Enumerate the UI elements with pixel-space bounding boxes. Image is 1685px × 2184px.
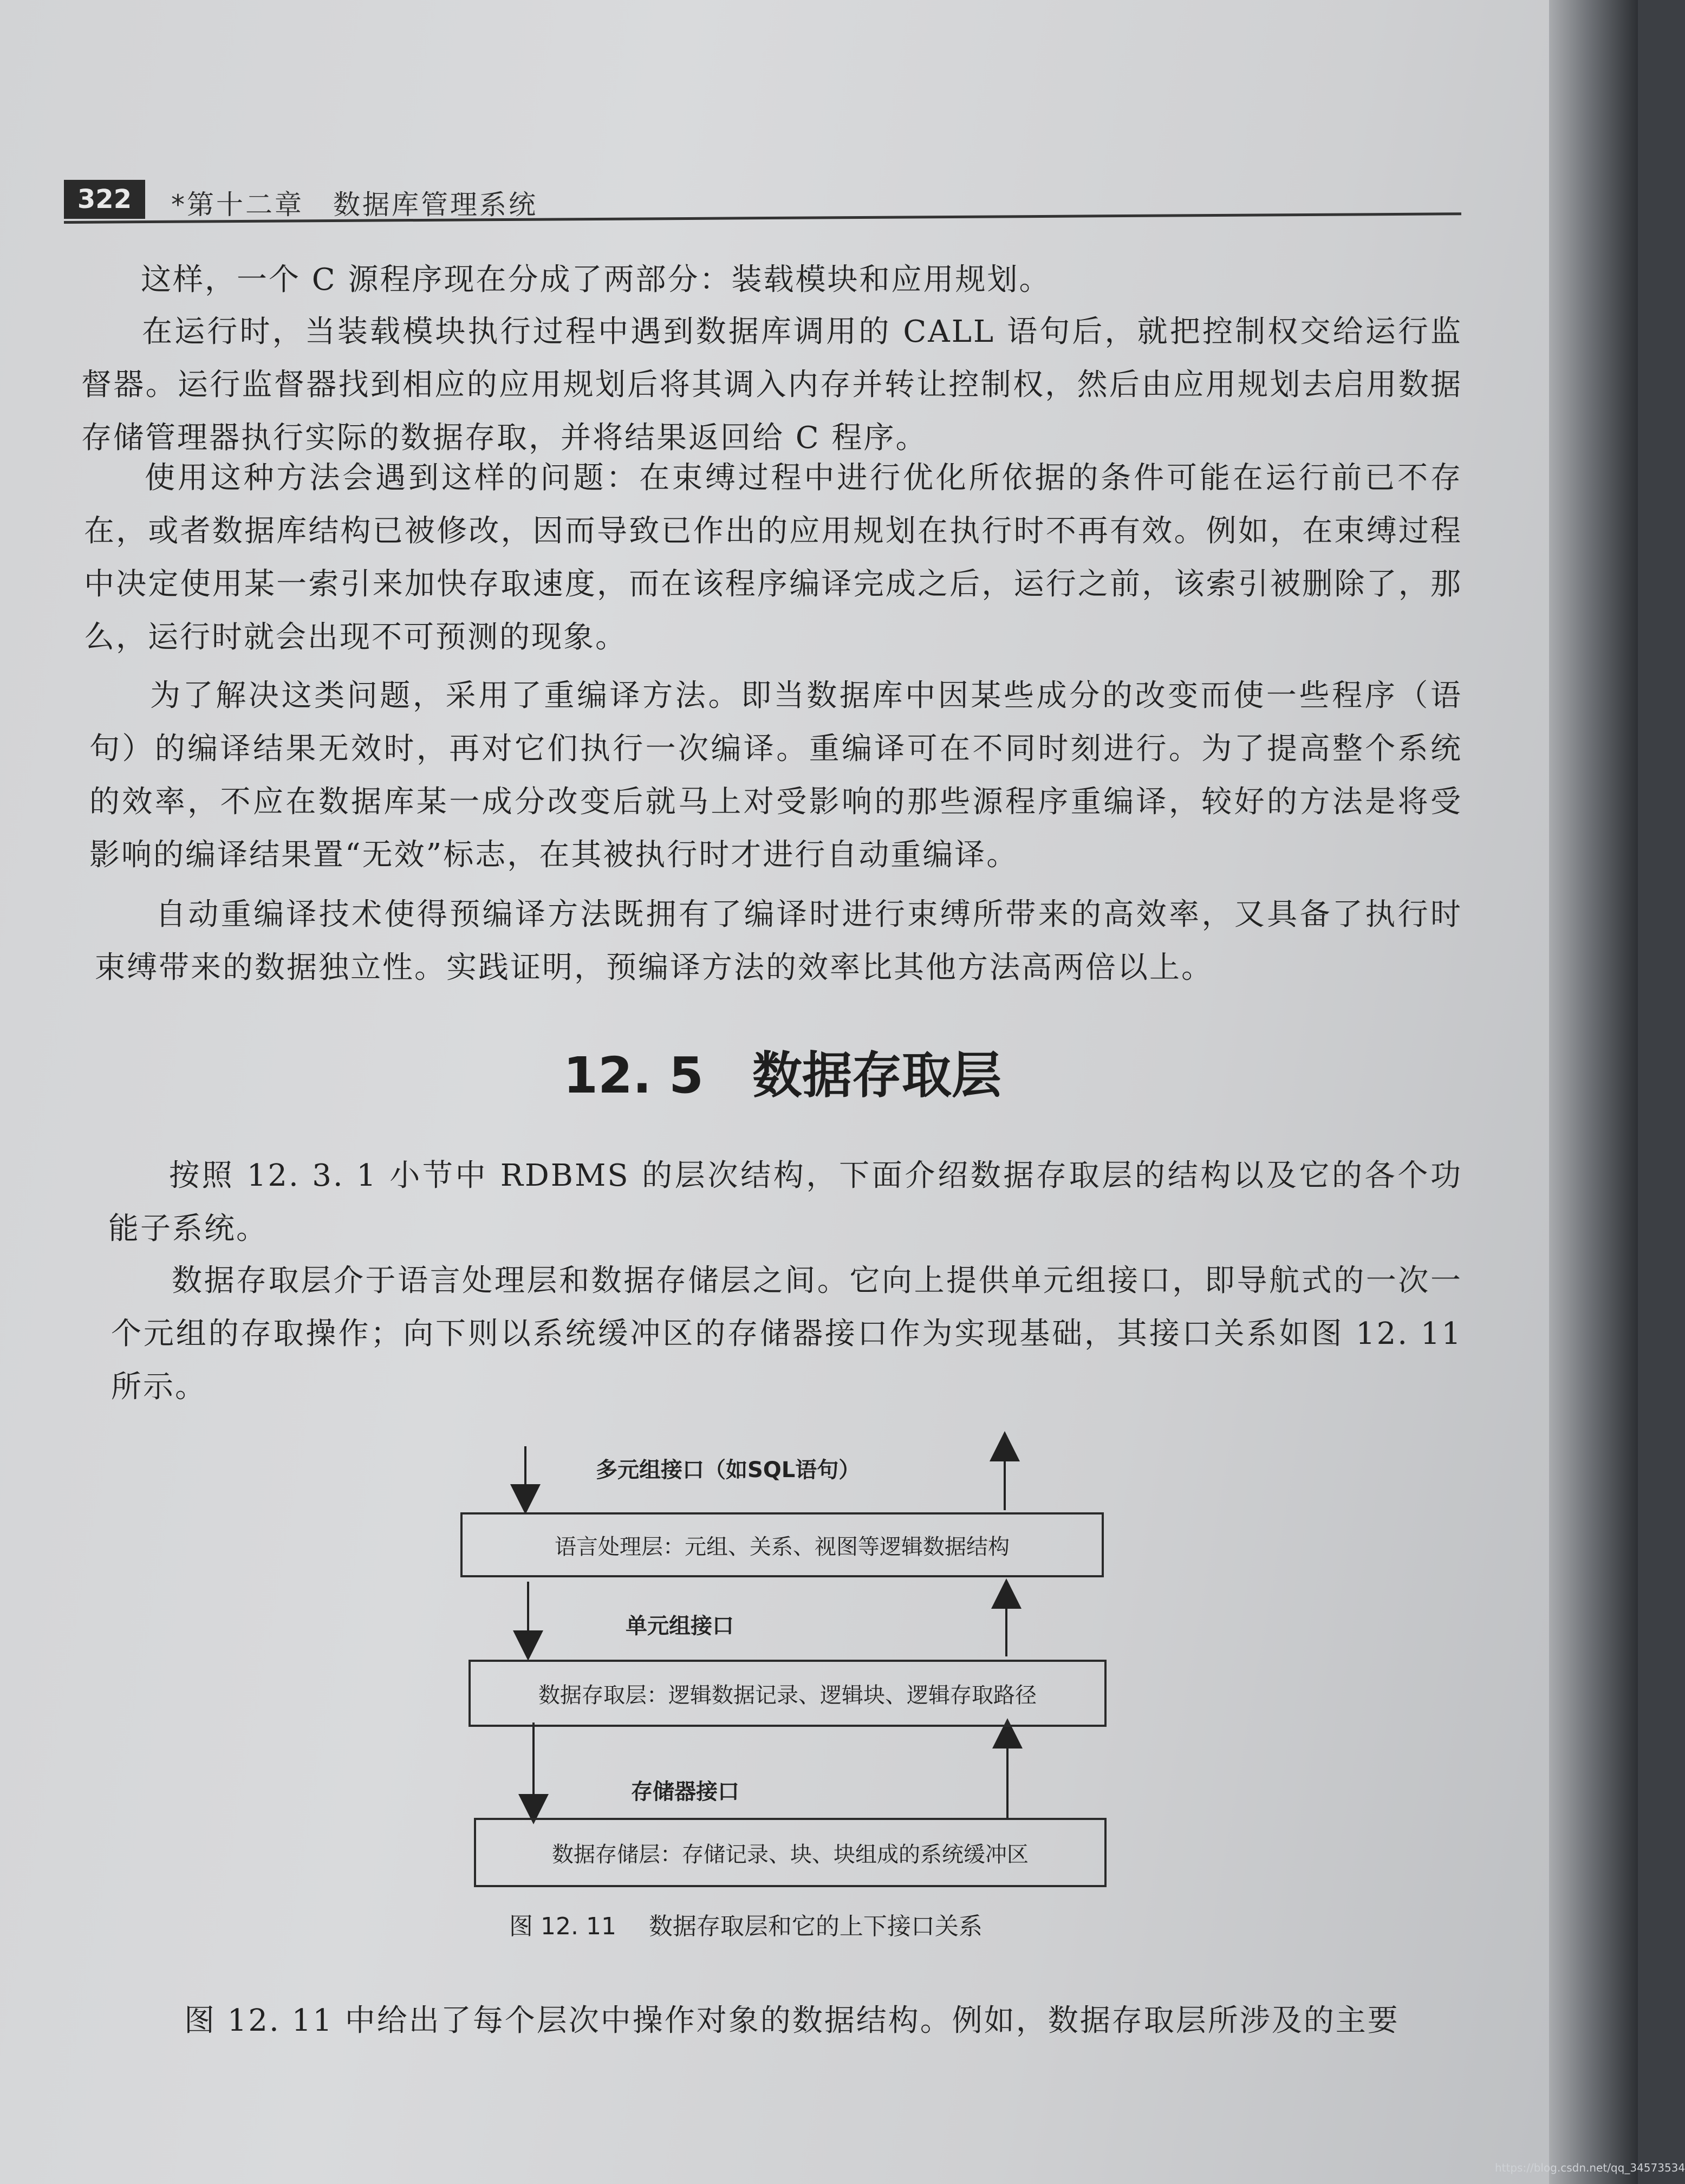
paragraph-1: 这样，一个 C 源程序现在分成了两部分：装载模块和应用规划。 <box>141 262 1051 297</box>
page-header <box>64 180 1461 223</box>
section-number: 12. 5 <box>563 1046 704 1104</box>
paragraph-6: 按照 12. 3. 1 小节中 RDBMS 的层次结构，下面介绍数据存取层的结构以及它的各个功能子系统。 <box>108 1158 1462 1246</box>
figure-caption-text: 数据存取层和它的上下接口关系 <box>648 1913 983 1940</box>
layer-data-storage: 数据存储层：存储记录、块、块组成的系统缓冲区 <box>474 1818 1107 1887</box>
chapter-title: *第十二章 数据库管理系统 <box>171 189 538 220</box>
paragraph-5: 自动重编译技术使得预编译方法既拥有了编译时进行束缚所带来的高效率，又具备了执行时束缚带来的数据独立性。实践证明，预编译方法的效率比其他方法高两倍以上。 <box>95 897 1462 985</box>
layer-data-access: 数据存取层：逻辑数据记录、逻辑块、逻辑存取路径 <box>469 1660 1107 1727</box>
figure-caption <box>509 1907 983 1941</box>
interface-label-storage: 存储器接口 <box>631 1779 739 1804</box>
paragraph-8: 图 12. 11 中给出了每个层次中操作对象的数据结构。例如，数据存取层所涉及的主要 <box>184 2003 1400 2038</box>
paragraph-2: 在运行时，当装载模块执行过程中遇到数据库调用的 CALL 语句后，就把控制权交给运行监督器。运行监督器找到相应的应用规划后将其调入内存并转让控制权，然后由应用规划去启用数据存储管理器执行实际的数据存取，并将结果返回给 C 程序。 <box>81 314 1462 456</box>
section-title-text: 数据存取层 <box>752 1046 1002 1104</box>
figure-number: 图 12. 11 <box>509 1913 616 1940</box>
book-spine-shadow <box>1549 0 1638 2184</box>
layer-diagram <box>433 1430 1137 1917</box>
paragraph-4: 为了解决这类问题，采用了重编译方法。即当数据库中因某些成分的改变而使一些程序（语句）的编译结果无效时，再对它们执行一次编译。重编译可在不同时刻进行。为了提高整个系统的效率，不应在数据库某一成分改变后就马上对受影响的那些源程序重编译，较好的方法是将受影响的编译结果置“无效”标志，在其被执行时才进行自动重编译。 <box>89 678 1462 873</box>
section-heading <box>563 1036 1001 1107</box>
paragraph-7: 数据存取层介于语言处理层和数据存储层之间。它向上提供单元组接口，即导航式的一次一个元组的存取操作；向下则以系统缓冲区的存储器接口作为实现基础，其接口关系如图 12. 11 所示。 <box>111 1263 1462 1405</box>
watermark-url: https://blog.csdn.net/qq_34573534 <box>1495 2161 1685 2174</box>
interface-label-single-tuple: 单元组接口 <box>626 1614 734 1639</box>
paragraph-3: 使用这种方法会遇到这样的问题：在束缚过程中进行优化所依据的条件可能在运行前已不存在，或者数据库结构已被修改，因而导致已作出的应用规划在执行时不再有效。例如，在束缚过程中决定使用某一索引来加快存取速度，而在该程序编译完成之后，运行之前，该索引被删除了，那么，运行时就会出现不可预测的现象。 <box>84 460 1462 655</box>
layer-language-processing: 语言处理层：元组、关系、视图等逻辑数据结构 <box>460 1512 1104 1577</box>
interface-label-multi-tuple: 多元组接口（如SQL语句） <box>596 1458 861 1483</box>
page-number: 322 <box>64 180 145 219</box>
